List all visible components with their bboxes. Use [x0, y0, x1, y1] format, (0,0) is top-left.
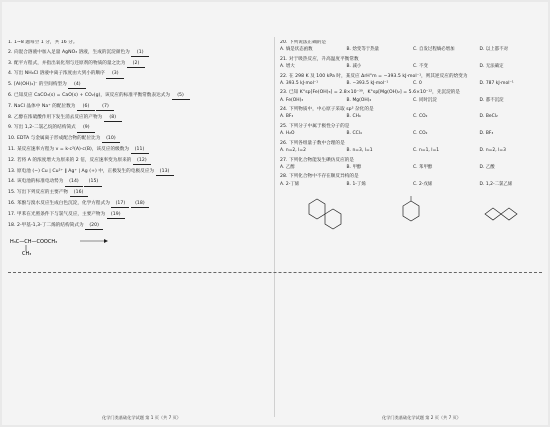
answer-option[interactable]: B. 减小 — [346, 64, 362, 69]
question-right-1 — [280, 57, 546, 70]
question-left-12 — [8, 169, 270, 176]
question-number: 5. — [8, 82, 13, 88]
question-text: 下列化合物能发生碘仿反应的是 — [288, 157, 354, 163]
question-text: 1~8 题每空 1 分，共 16 分。 — [14, 40, 78, 45]
answer-blank[interactable]: (9) — [77, 125, 95, 132]
question-right-4 — [280, 107, 546, 120]
question-left-7 — [8, 115, 270, 122]
question-left-9 — [8, 136, 270, 143]
question-number: 27. — [280, 157, 288, 163]
answer-option[interactable]: A. 熵是状态函数 — [280, 47, 313, 53]
right-footer: 化学门类基础化学试题 第 2 页（共 7 页） — [382, 415, 461, 420]
left-page — [8, 40, 270, 413]
question-number: 14. — [8, 179, 16, 185]
answer-option[interactable]: B. n=3, l=1 — [346, 147, 373, 153]
svg-text:CH₃: CH₃ — [22, 251, 32, 256]
question-text: 配平方程式，并指出氧化剂与还原剂的物质的量之比为 — [14, 60, 126, 66]
answer-option[interactable]: A. n=2, l=2 — [280, 147, 307, 153]
question-number: 28. — [280, 174, 288, 180]
answer-option[interactable]: D. 都不沉淀 — [479, 97, 504, 103]
question-number: 18. — [8, 222, 16, 228]
question-text: 若将 A 的浓度增大为原来的 2 倍，反应速率变为原来的 — [16, 157, 132, 163]
question-left-3 — [8, 71, 270, 78]
option-list — [280, 64, 546, 70]
question-number: 8. — [8, 114, 13, 120]
answer-blank[interactable]: (14) — [65, 179, 83, 186]
answer-blank[interactable]: (4) — [68, 82, 86, 89]
question-text: 已知反应 CaCO₃(s) = CaO(s) + CO₂(g)，该反应的标准平衡常数表达式为 — [14, 92, 171, 98]
question-right-0 — [280, 40, 546, 53]
option-list — [280, 182, 546, 188]
answer-option[interactable]: D. BF₃ — [479, 131, 494, 137]
right-page — [280, 40, 546, 413]
question-text: 写出 1,2-二氯乙烷的结构简式 — [14, 125, 76, 131]
answer-blank[interactable]: (5) — [172, 93, 190, 100]
answer-option[interactable]: D. 乙酸 — [479, 164, 495, 170]
question-number: 17. — [8, 211, 16, 217]
answer-option[interactable]: C. n=1, l=1 — [413, 147, 440, 153]
question-right-2 — [280, 74, 546, 87]
question-left-11 — [8, 158, 270, 165]
question-left-13 — [8, 179, 270, 186]
question-number: 23. — [280, 90, 288, 96]
question-right-7 — [280, 158, 546, 171]
answer-blank[interactable]: (8) — [104, 115, 122, 122]
answer-option[interactable]: A. 乙醇 — [280, 164, 295, 170]
question-left-14 — [8, 190, 270, 197]
question-left-2 — [8, 61, 270, 68]
answer-option[interactable]: B. 焓变等于热量 — [346, 47, 380, 53]
answer-option[interactable]: C. CO₂ — [413, 131, 428, 137]
answer-option[interactable]: B. CH₄ — [346, 114, 361, 120]
question-number: 15. — [8, 190, 16, 196]
question-left-6 — [8, 104, 270, 111]
question-text: 原电池 (−) Cu | Cu²⁺ ‖ Ag⁺ | Ag (+) 中，正极发生的电极反应为 — [16, 168, 155, 174]
svg-text:H₃C—CH—COOCH₃: H₃C—CH—COOCH₃ — [10, 239, 58, 246]
page-gutter — [274, 37, 275, 417]
question-number: 9. — [8, 125, 13, 131]
question-right-8 — [280, 174, 546, 187]
question-text: 向混合溶液中加入足量 AgNO₃ 溶液，生成的沉淀颜色为 — [14, 49, 130, 55]
answer-option[interactable]: C. 不变 — [413, 64, 428, 69]
molecule-row — [280, 194, 546, 234]
answer-option[interactable]: A. 2-丁烯 — [280, 181, 300, 187]
answer-blank[interactable]: (2) — [127, 61, 145, 68]
question-number: 4. — [8, 71, 13, 77]
answer-option[interactable]: D. 无法确定 — [479, 64, 504, 69]
answer-blank[interactable]: (17) — [111, 201, 129, 208]
question-number: 25. — [280, 123, 288, 129]
answer-blank[interactable]: (20) — [85, 223, 103, 230]
question-left-4 — [8, 82, 270, 89]
answer-option[interactable]: C. 0 — [413, 80, 422, 86]
question-text: 2-甲基-1,3-丁二烯的结构简式为 — [16, 222, 84, 228]
question-text: 苯酚与溴水反应生成白色沉淀，化学方程式为 — [16, 200, 110, 206]
answer-option[interactable]: B. −393.5 kJ·mol⁻¹ — [346, 80, 389, 86]
question-text: 写出 NH₄Cl 溶液中离子浓度由大到小的顺序 — [14, 71, 105, 77]
question-text: 下列化合物中不存在顺反异构的是 — [288, 174, 359, 180]
answer-option[interactable]: D. 787 kJ·mol⁻¹ — [479, 80, 514, 86]
answer-option[interactable]: B. CCl₄ — [346, 131, 362, 137]
question-number: 1. — [8, 40, 13, 45]
question-number: 2. — [8, 49, 13, 55]
nitrobenzene-structure — [388, 194, 438, 234]
answer-option[interactable]: D. 以上都不对 — [479, 47, 509, 53]
option-list — [280, 148, 546, 154]
question-number: 16. — [8, 200, 16, 206]
answer-blank[interactable]: (15) — [84, 179, 102, 186]
question-text: 对于吸热反应，升高温度平衡常数 — [288, 56, 359, 62]
answer-option[interactable]: D. 1,2-二氯乙烯 — [479, 181, 513, 187]
question-text: 某反应速率方程为 v = k·c²(A)·c(B)，该反应的级数为 — [16, 146, 130, 152]
question-number: 11. — [8, 146, 16, 152]
question-text: 甲苯在光照条件下与氯气反应，主要产物为 — [16, 211, 106, 217]
question-number: 12. — [8, 157, 16, 163]
right-question-list — [280, 40, 546, 188]
question-text: 在 298 K 及 100 kPa 时，某反应 ΔrH°m = −393.5 kJ·mol⁻¹，则其逆反应的焓变为 — [288, 73, 468, 79]
question-number: 22. — [280, 73, 288, 79]
exam-sheet — [2, 2, 548, 425]
answer-blank[interactable]: (12) — [133, 158, 151, 165]
answer-option[interactable]: C. CO₂ — [413, 114, 428, 120]
answer-option[interactable]: B. 1-丁烯 — [346, 181, 366, 187]
question-text: [Al(OH)₄]⁻ 的空间构型为 — [14, 82, 67, 88]
answer-blank[interactable]: (7) — [96, 104, 114, 111]
question-text: 下列说法正确的是 — [288, 40, 327, 45]
biphenyl-structure — [299, 194, 349, 234]
answer-option[interactable]: C. 2-戊烯 — [413, 181, 433, 187]
answer-option[interactable]: D. BeCl₂ — [479, 114, 498, 120]
question-text: 下列分子中属于极性分子的是 — [288, 123, 350, 129]
question-right-3 — [280, 90, 546, 103]
question-number: 21. — [280, 56, 288, 62]
question-number: 26. — [280, 140, 288, 146]
option-list — [280, 81, 546, 87]
answer-option[interactable]: D. n=2, l=3 — [479, 147, 506, 153]
answer-option[interactable]: B. Mg(OH)₂ — [346, 97, 372, 103]
answer-option[interactable]: B. 甲醇 — [346, 164, 362, 170]
answer-option[interactable]: A. 393.5 kJ·mol⁻¹ — [280, 80, 319, 86]
answer-blank[interactable]: (10) — [102, 136, 120, 143]
question-text: EDTA 与金属离子形成配合物的配位比为 — [16, 136, 101, 142]
question-text: 乙醇在浓硫酸作用下发生消去反应的产物为 — [14, 114, 103, 120]
answer-blank[interactable]: (16) — [70, 190, 88, 197]
spiro-structure — [477, 194, 527, 234]
question-text: 已知 K°sp[Fe(OH)₃] = 2.8×10⁻³⁹，K°sp[Mg(OH)₂] = 5.6×10⁻¹²，先沉淀的是 — [288, 90, 461, 96]
answer-option[interactable]: A. 增大 — [280, 64, 295, 69]
answer-option[interactable]: A. BF₃ — [280, 114, 294, 120]
left-question-list — [8, 40, 270, 230]
question-text: 下列各组量子数中合理的是 — [288, 140, 345, 146]
answer-blank[interactable]: (3) — [106, 71, 124, 78]
answer-option[interactable]: C. 苯甲醇 — [413, 164, 433, 170]
question-left-8 — [8, 125, 270, 132]
answer-option[interactable]: A. Fe(OH)₃ — [280, 97, 304, 103]
question-number: 20. — [280, 40, 288, 45]
question-left-1 — [8, 50, 270, 57]
question-number: 3. — [8, 60, 13, 66]
question-number: 6. — [8, 92, 13, 98]
answer-blank[interactable]: (6) — [77, 104, 95, 111]
answer-option[interactable]: C. 同时沉淀 — [413, 97, 437, 103]
question-number: 7. — [8, 103, 13, 109]
option-list — [280, 114, 546, 120]
question-text: 下列物质中，中心原子采取 sp³ 杂化的是 — [288, 107, 374, 113]
answer-option[interactable]: C. 自发过程熵必增加 — [413, 47, 455, 53]
structure-ester — [8, 233, 270, 255]
question-left-17 — [8, 223, 270, 230]
question-right-5 — [280, 124, 546, 137]
question-left-5 — [8, 93, 270, 100]
answer-blank[interactable]: (13) — [156, 169, 174, 176]
question-text: 写出下列反应的主要产物 — [16, 190, 69, 196]
option-list — [280, 47, 546, 53]
answer-blank[interactable]: (1) — [131, 50, 149, 57]
answer-blank[interactable]: (18) — [131, 201, 149, 208]
question-left-15 — [8, 201, 270, 208]
question-text: NaCl 晶体中 Na⁺ 的配位数为 — [14, 103, 76, 109]
answer-blank[interactable]: (19) — [107, 212, 125, 219]
option-list — [280, 131, 546, 137]
answer-option[interactable]: A. H₂O — [280, 131, 295, 137]
question-left-0 — [8, 40, 270, 46]
question-left-10 — [8, 147, 270, 154]
left-footer: 化学门类基础化学试题 第 1 页（共 7 页） — [102, 415, 181, 420]
question-right-6 — [280, 141, 546, 154]
option-list — [280, 98, 546, 104]
question-number: 24. — [280, 107, 288, 113]
question-text: 该电池的标准电动势为 — [16, 179, 64, 185]
question-number: 13. — [8, 168, 16, 174]
option-list — [280, 165, 546, 171]
answer-blank[interactable]: (11) — [131, 147, 149, 154]
question-left-16 — [8, 212, 270, 219]
question-number: 10. — [8, 136, 16, 142]
